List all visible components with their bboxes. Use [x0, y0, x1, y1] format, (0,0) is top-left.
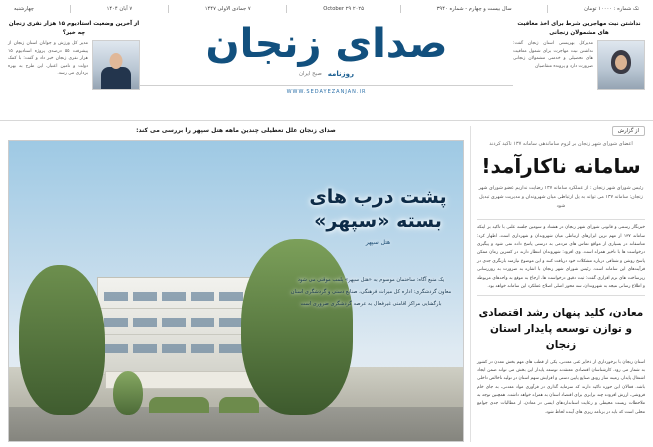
window [219, 344, 243, 353]
page-body [0, 121, 653, 447]
date-gregorian: October ۲۹ ۲۰۲۵ [323, 6, 365, 12]
window [104, 344, 128, 353]
story2-body: استان زنجان با برخورداری از ذخایر غنی معدنی، یکی از قطب های مهم بخش معدن در کشور به شمار می رود. کارشناسان اقتصادی معتقدند توسعه پایدار این بخش می تواند ضمن ایجاد اشتغال پایدار، زمینه ساز رونق صنایع پایین دستی و افزایش سهم استان در تولید ناخالص داخلی باشد. فعالان این حوزه تاکید دارند که سرمایه گذاری در فرآوری مواد معدنی، به جای خام فروشی، ارزش افزوده چند برابری برای اقتصاد استان به همراه خواهد داشت. همچنین توجه به ملاحظات زیست محیطی و رعایت استانداردهای ایمنی در معادن، از مطالبات جدی جوامع محلی است که باید در برنامه ریزی های آینده لحاظ شود. [477, 359, 645, 415]
deck-2: معاون گردشگری: اداره کل میراث فرهنگی، صنایع دستی و گردشگری استان [290, 288, 452, 295]
issue-number: سال بیست و چهارم - شماره ۳۹۴۰ [436, 6, 512, 12]
masthead-body [0, 16, 653, 116]
issue-price: تک شماره : ۱۰۰۰۰ تومان [584, 6, 639, 12]
window [104, 292, 128, 301]
teaser-left-headline: از آخرین وضعیت استادیوم ۱۵ هزار نفری زنجان چه خبر؟ [8, 21, 140, 36]
newspaper-title: صدای زنجان [205, 21, 448, 67]
tree [241, 239, 353, 415]
window [133, 292, 157, 301]
teaser-left-body: مدیر کل ورزش و جوانان استان زنجان از پیشرفت ۵۵ درصدی پروژه استادیوم ۱۵ هزار نفری زنجان خبر داد و گفت: با کمک دولت و تامین اعتبار، این طرح به بهره برداری می رسد. [8, 41, 88, 77]
divider [477, 295, 645, 296]
section-tab[interactable]: از گزارش [612, 126, 645, 136]
bush [149, 397, 209, 413]
window [191, 344, 215, 353]
tree [113, 371, 143, 415]
window [104, 318, 128, 327]
window [191, 292, 215, 301]
logo-subtitle-small: صبح ایران [298, 71, 322, 77]
divider [168, 5, 169, 13]
deck-3: بازگشایی مراکز اقامتی غیرفعال به عرصه گردشگری ضروری است [300, 300, 442, 307]
masthead [0, 0, 653, 121]
main-headline[interactable] [303, 185, 453, 246]
lead-photo[interactable] [8, 140, 464, 442]
logo-subtitle: روزنامه [327, 70, 355, 78]
window [219, 318, 243, 327]
main-story-decks [287, 275, 455, 312]
window [162, 344, 186, 353]
date-hijri: ۷ جمادی الاولی ۱۴۴۷ [204, 6, 251, 12]
teaser-left-content [8, 40, 140, 90]
column-right [470, 126, 645, 442]
masthead-teaser-left[interactable] [8, 18, 140, 116]
window [191, 318, 215, 327]
window [162, 318, 186, 327]
main-headline-line2: بسته «سپهر» [314, 210, 442, 233]
divider [400, 5, 401, 13]
tree [19, 265, 105, 415]
divider [477, 219, 645, 220]
window [133, 344, 157, 353]
divider [286, 5, 287, 13]
masthead-info-strip [0, 0, 653, 16]
portrait-photo [597, 40, 645, 90]
teaser-right-body: مدیرکل بهزیستی استان زنجان گفت: نداشتن نیت مهاجرت برای شمول معافیت های تحصیلی و خدمتی مشمولان زنجانی ضرورت دارد و پرونده متقاضیان [513, 41, 593, 69]
logo-subtitle-row [299, 70, 354, 78]
photo-caption: هتل سپهر [365, 238, 391, 246]
story1-headline[interactable]: سامانه ناکارآمد! [481, 154, 641, 178]
story1-overline: اعضای شورای شهر زنجان بر لزوم ساماندهی سامانه ۱۳۷ تاکید کردند [489, 141, 633, 147]
bush [219, 397, 259, 413]
lead-kicker: صدای زنجان علل تعطیلی چندین ماهه هتل سپهر را بررسی می کند: [136, 127, 336, 134]
window [162, 292, 186, 301]
masthead-logo [140, 18, 513, 116]
divider [547, 5, 548, 13]
website-url[interactable]: WWW.SEDAYEZANJAN.IR [140, 85, 513, 95]
main-headline-line1: پشت درب های [309, 185, 447, 208]
date-jalali: ۷ آبان ۱۴۰۴ [106, 6, 133, 12]
masthead-teaser-right[interactable] [513, 18, 645, 116]
deck-1: یک منبع آگاه: ساختمان موسوم به «هتل سپهر» پلمب موقتی می شود [297, 276, 445, 283]
story1-subheads: رئیس شورای شهر زنجان : از عملکرد سامانه ۱۳۷ رضایت نداریم عضو شورای شهر زنجان: سامانه ۱۳۷ می تواند به پل ارتباطی میان شهروندان و مدیریت شهری تبدیل شود [478, 186, 644, 210]
story2-headline[interactable]: معادن، کلید پنهان رشد اقتصادی و توازن توسعه پایدار استان زنجان [478, 307, 644, 351]
weekday: چهارشنبه [14, 6, 34, 12]
window [219, 292, 243, 301]
window [133, 318, 157, 327]
column-main [8, 126, 464, 442]
story1-body: خبرنگار رسمی و قانونی شورای شهر زنجان در هشتاد و سومین جلسه علنی با تاکید بر اینکه سامانه ۱۳۷ از مهم ترین ابزارهای ارتباطی میان شهروندان و شهرداری است، اظهار کرد: متاسفانه در بسیاری از مواقع تماس های مردمی به درستی پاسخ داده نمی شود و پیگیری درخواست ها با تاخیر همراه است. وی افزود: شهروندان انتظار دارند در کمترین زمان ممکن پاسخ روشن و شفافی درباره مشکلات خود دریافت کنند و این موضوع نیازمند بازنگری جدی در فرآیندهای این سامانه است. رئیس شورای شهر زنجان با اشاره به ضرورت به روزرسانی زیرساخت های نرم افزاری گفت: ثبت دقیق درخواست ها، ارجاع به موقع به واحدهای مربوطه و اطلاع رسانی نتیجه به شهروندان، سه محور اصلی اصلاح عملکرد این سامانه خواهد بود. [477, 225, 645, 289]
teaser-right-headline: نداشتن نیت مهاجرین شرط برای اخذ معافیت های مشمولان زنجانی [517, 21, 641, 36]
teaser-right-content [513, 40, 645, 90]
divider [70, 5, 71, 13]
portrait-photo [92, 40, 140, 90]
